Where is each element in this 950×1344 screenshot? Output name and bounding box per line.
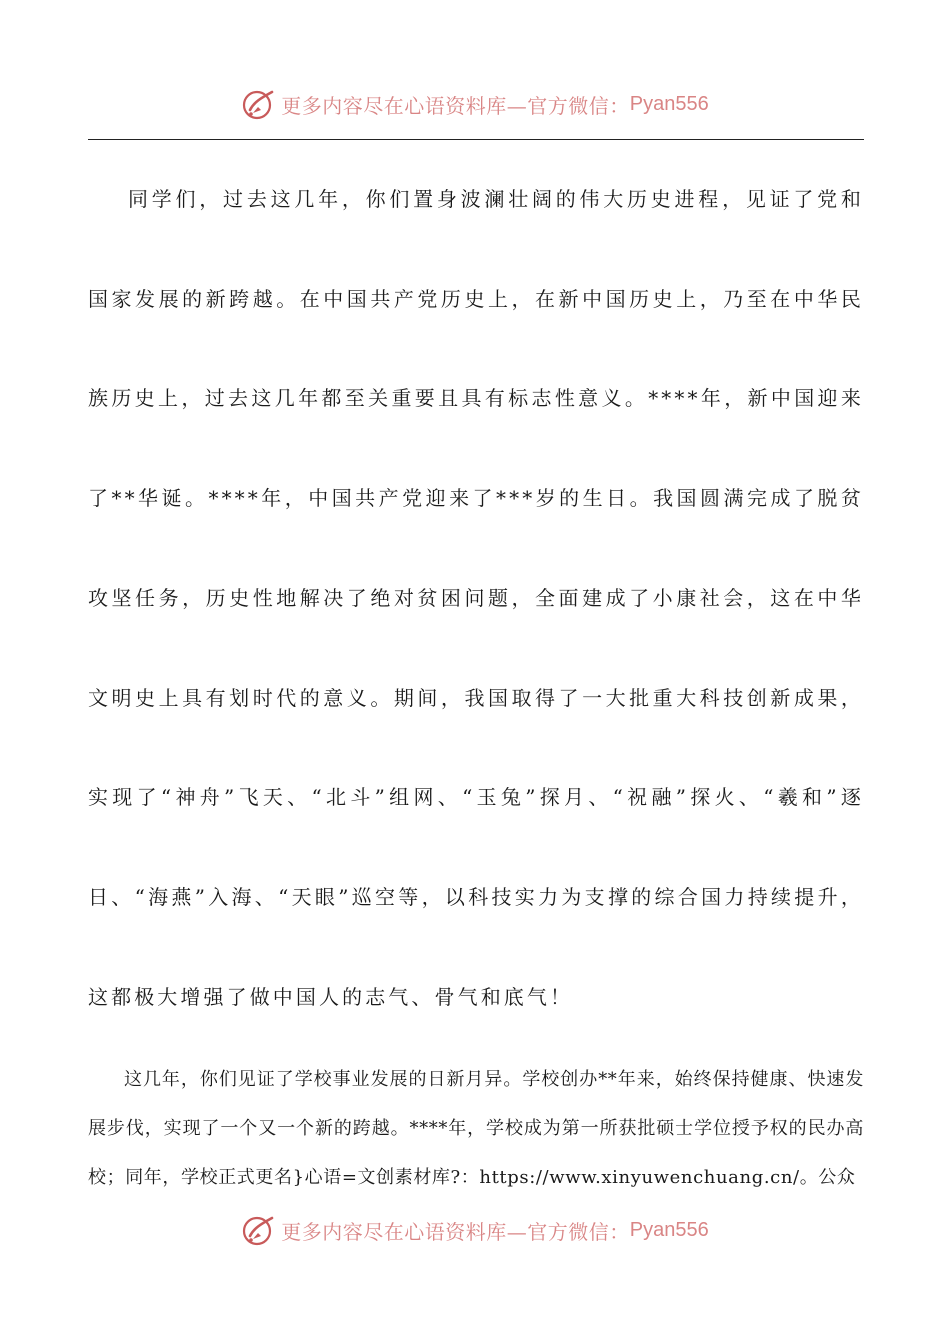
header-site-text: 更多内容尽在心语资料库— xyxy=(281,93,528,118)
header-wechat-label: 官方微信： xyxy=(527,93,630,118)
footer-wechat-label: 官方微信： xyxy=(527,1219,630,1244)
paragraph-2: 这几年，你们见证了学校事业发展的日新月异。学校创办**年来，始终保持健康、快速发展步伐，实现了一个又一个新的跨越。****年，学校成为第一所获批硕士学位授予权的民办高校；同年，学校正式更名}心语=文创素材库?：https://www.xinyuwenchuang.cn/。公众 xyxy=(88,1069,864,1189)
footer-wechat-id: Pyan556 xyxy=(629,1218,709,1241)
header-wechat-id: Pyan556 xyxy=(629,92,709,115)
header-watermark xyxy=(0,84,950,124)
paragraph-1: 同学们，过去这几年，你们置身波澜壮阔的伟大历史进程，见证了党和国家发展的新跨越。在中国共产党历史上，在新中国历史上，乃至在中华民族历史上，过去这几年都至关重要且具有标志性意义。****年，新中国迎来了**华诞。****年，中国共产党迎来了***岁的生日。我国圆满完成了脱贫攻坚任务，历史性地解决了绝对贫困问题，全面建成了小康社会，这在中华文明史上具有划时代的意义。期间，我国取得了一大批重大科技创新成果，实现了“神舟”飞天、“北斗”组网、“玉兔”探月、“祝融”探火、“羲和”逐日、“海燕”入海、“天眼”巡空等，以科技实力为支撑的综合国力持续提升，这都极大增强了做中国人的志气、骨气和底气！ xyxy=(88,187,864,1009)
pen-logo-icon xyxy=(241,1212,277,1248)
footer-site-text: 更多内容尽在心语资料库— xyxy=(281,1219,528,1244)
pen-logo-icon xyxy=(241,86,277,122)
header-divider xyxy=(88,139,864,140)
footer-watermark xyxy=(0,1210,950,1250)
document-body xyxy=(88,150,864,1202)
